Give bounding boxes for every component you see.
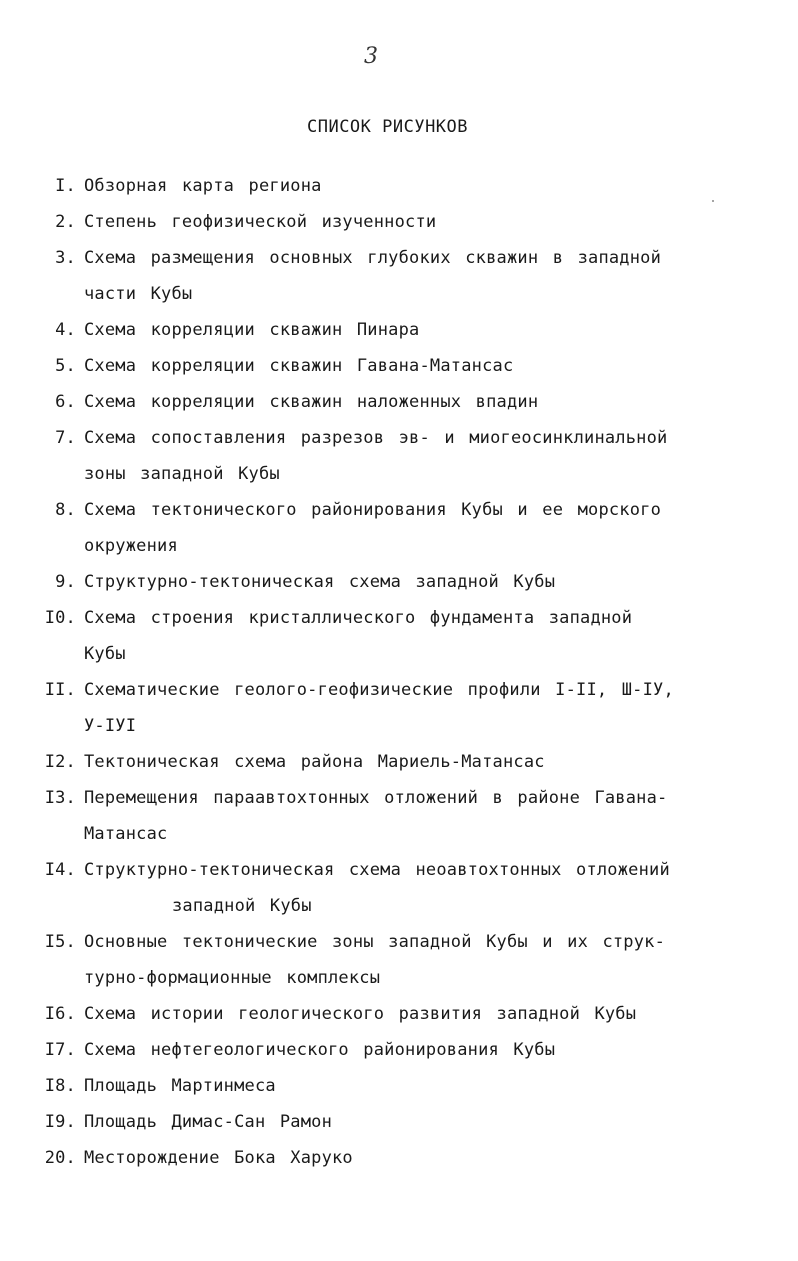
figure-caption-line: Схема корреляции скважин наложенных впадин xyxy=(84,392,539,412)
figure-caption-line: Площадь Мартинмеса xyxy=(84,1076,276,1096)
figure-number: I. xyxy=(55,176,76,196)
figure-caption xyxy=(84,996,696,1032)
figure-caption xyxy=(84,600,696,672)
list-title: СПИСОК РИСУНКОВ xyxy=(306,117,469,137)
figure-caption xyxy=(84,312,696,348)
figure-number: I5. xyxy=(44,932,76,952)
figure-list-item xyxy=(0,996,798,1032)
figure-caption xyxy=(84,564,696,600)
figure-caption xyxy=(84,1104,696,1140)
figure-number: I6. xyxy=(44,1004,76,1024)
figure-caption-line: Обзорная карта региона xyxy=(84,176,322,196)
figure-caption xyxy=(84,1068,696,1104)
figure-caption-line: Схема сопоставления разрезов эв- и миогеосинклинальной xyxy=(84,428,668,448)
figure-list-item xyxy=(0,1068,798,1104)
figure-caption-line: Схема размещения основных глубоких скважин в западной xyxy=(84,248,662,268)
figure-number: 5. xyxy=(55,356,76,376)
figure-caption-line: западной Кубы xyxy=(172,896,312,916)
scan-speck xyxy=(712,200,714,202)
figure-list-item xyxy=(0,924,798,996)
figure-caption-line: Схема нефтегеологического районирования Кубы xyxy=(84,1040,556,1060)
figure-caption xyxy=(84,240,696,312)
figure-list-item xyxy=(0,672,798,744)
figure-number: I2. xyxy=(44,752,76,772)
figure-number: 2. xyxy=(55,212,76,232)
figure-caption-line: Месторождение Бока Харуко xyxy=(84,1148,353,1168)
figure-number: I3. xyxy=(44,788,76,808)
figure-number: 7. xyxy=(55,428,76,448)
figure-list xyxy=(0,168,798,1176)
figure-caption xyxy=(84,1140,696,1176)
figure-caption-line: Схема корреляции скважин Пинара xyxy=(84,320,420,340)
figure-list-item xyxy=(0,1140,798,1176)
figure-caption-line: Структурно-тектоническая схема западной Кубы xyxy=(84,572,556,592)
figure-caption-line: окружения xyxy=(84,536,178,556)
figure-number: 9. xyxy=(55,572,76,592)
figure-caption-line: Схема корреляции скважин Гавана-Матансас xyxy=(84,356,514,376)
figure-number: II. xyxy=(44,680,76,700)
figure-number: 8. xyxy=(55,500,76,520)
figure-caption-line: Перемещения параавтохтонных отложений в районе Гавана- xyxy=(84,788,668,808)
figure-list-item xyxy=(0,420,798,492)
figure-caption-line: Тектоническая схема района Мариель-Матансас xyxy=(84,752,545,772)
figure-caption-line: Схематические геолого-геофизические профили I-II, Ш-IУ, xyxy=(84,680,674,700)
figure-list-item xyxy=(0,780,798,852)
figure-number: I4. xyxy=(44,860,76,880)
figure-caption xyxy=(84,420,696,492)
figure-number: 3. xyxy=(55,248,76,268)
figure-list-item xyxy=(0,240,798,312)
figure-caption-line: Матансас xyxy=(84,824,168,844)
figure-caption xyxy=(84,1032,696,1068)
figure-caption xyxy=(84,852,696,924)
figure-list-item xyxy=(0,492,798,564)
figure-caption-line: Основные тектонические зоны западной Кубы и их струк- xyxy=(84,932,666,952)
figure-number: 20. xyxy=(44,1148,76,1168)
figure-list-item xyxy=(0,1104,798,1140)
figure-caption-line: зоны западной Кубы xyxy=(84,464,280,484)
figure-list-item xyxy=(0,312,798,348)
figure-list-item xyxy=(0,852,798,924)
figure-caption xyxy=(84,168,696,204)
figure-caption-line: Структурно-тектоническая схема неоавтохтонных отложений xyxy=(84,860,670,880)
figure-caption-line: Схема тектонического районирования Кубы и ее морского xyxy=(84,500,662,520)
page-number: 3 xyxy=(364,44,378,69)
figure-number: I7. xyxy=(44,1040,76,1060)
figure-caption xyxy=(84,744,696,780)
figure-number: 4. xyxy=(55,320,76,340)
figure-caption xyxy=(84,924,696,996)
figure-list-item xyxy=(0,564,798,600)
figure-caption-line: Степень геофизической изученности xyxy=(84,212,437,232)
figure-caption xyxy=(84,780,696,852)
figure-list-item xyxy=(0,168,798,204)
figure-number: I9. xyxy=(44,1112,76,1132)
figure-list-item xyxy=(0,744,798,780)
figure-list-item xyxy=(0,600,798,672)
figure-caption-line: Кубы xyxy=(84,644,126,664)
figure-caption-line: Схема строения кристаллического фундамента западной xyxy=(84,608,633,628)
figure-caption-line: части Кубы xyxy=(84,284,193,304)
figure-caption xyxy=(84,672,696,744)
figure-caption xyxy=(84,384,696,420)
figure-caption-line: турно-формационные комплексы xyxy=(84,968,381,988)
figure-list-item xyxy=(0,1032,798,1068)
figure-caption-line: У-IУI xyxy=(84,716,137,736)
figure-list-item xyxy=(0,204,798,240)
figure-caption xyxy=(84,492,696,564)
figure-caption xyxy=(84,348,696,384)
figure-number: I8. xyxy=(44,1076,76,1096)
figure-number: 6. xyxy=(55,392,76,412)
figure-list-item xyxy=(0,348,798,384)
figure-caption-line: Площадь Димас-Сан Рамон xyxy=(84,1112,333,1132)
figure-caption-line: Схема истории геологического развития западной Кубы xyxy=(84,1004,637,1024)
figure-list-item xyxy=(0,384,798,420)
figure-number: I0. xyxy=(44,608,76,628)
figure-caption xyxy=(84,204,696,240)
